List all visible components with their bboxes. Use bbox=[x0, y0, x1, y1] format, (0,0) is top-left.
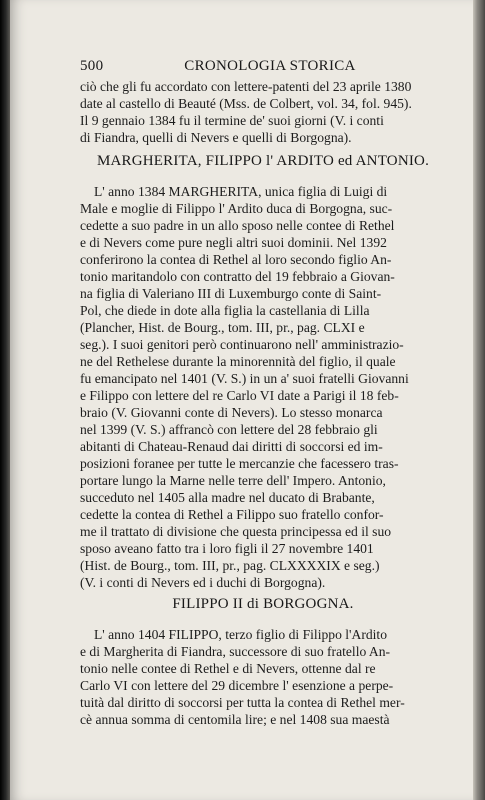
text-line: me il trattato di divisione che questa principessa ed il suo bbox=[80, 524, 392, 539]
text-line: braio (V. Giovanni conte di Nevers). Lo stesso monarca bbox=[80, 405, 383, 420]
running-title: CRONOLOGIA STORICA bbox=[184, 58, 356, 74]
text-line: (V. i conti di Nevers ed i duchi di Borgogna). bbox=[80, 575, 326, 590]
text-line: e di Margherita di Fiandra, successore di suo fratello An- bbox=[80, 644, 391, 659]
section-heading: MARGHERITA, FILIPPO l' ARDITO ed ANTONIO. bbox=[96, 153, 430, 169]
text-line: date al castello di Beauté (Mss. de Colbert, vol. 34, fol. 945). bbox=[80, 96, 412, 111]
text-line: nel 1399 (V. S.) affrancò con lettere del 28 febbraio gli bbox=[80, 422, 378, 437]
text-line: abitanti di Chateau-Renaud dai diritti di soccorsi ed im- bbox=[80, 439, 383, 454]
text-line: Male e moglie di Filippo l' Ardito duca di Borgogna, suc- bbox=[80, 201, 393, 216]
page-number: 500 bbox=[80, 58, 104, 74]
text-line: na figlia di Valeriano III di Luxemburgo conte di Saint- bbox=[80, 286, 382, 301]
text-line: fu emancipato nel 1401 (V. S.) in un a' suoi fratelli Giovanni bbox=[80, 371, 409, 386]
text-line: cedette a suo padre in un allo sposo nelle contee di Rethel bbox=[80, 218, 395, 233]
text-line: (Hist. de Bourg., tom. III, pr., pag. CLXXXXIX e seg.) bbox=[80, 558, 380, 573]
text-line: ciò che gli fu accordato con lettere-patenti del 23 aprile 1380 bbox=[80, 79, 412, 94]
text-line: conferirono la contea di Rethel al loro secondo figlio An- bbox=[80, 252, 392, 267]
text-line: tonio maritandolo con contratto del 19 febbraio a Giovan- bbox=[80, 269, 395, 284]
text-line: di Fiandra, quelli di Nevers e quelli di Borgogna). bbox=[80, 130, 352, 145]
text-line: cè annua somma di centomila lire; e nel 1408 sua maestà bbox=[80, 712, 390, 727]
text-line: portare lungo la Marne nelle terre dell' Impero. Antonio, bbox=[80, 473, 386, 488]
text-line: posizioni foranee per tutte le mercanzie che facessero tras- bbox=[80, 456, 399, 471]
text-line: (Plancher, Hist. de Bourg., tom. III, pr., pag. CLXI e bbox=[80, 320, 365, 335]
text-line: Il 9 gennaio 1384 fu il termine de' suoi giorni (V. i conti bbox=[80, 113, 384, 128]
text-line: seg.). I suoi genitori però continuarono nell' amministrazio- bbox=[80, 337, 404, 352]
text-line: sposo aveano fatto tra i loro figli il 27 novembre 1401 bbox=[80, 541, 374, 556]
text-line: succeduto nel 1405 alla madre nel ducato di Brabante, bbox=[80, 490, 375, 505]
text-line: Carlo VI con lettere del 29 dicembre l' esenzione a perpe- bbox=[80, 678, 394, 693]
text-line: e Filippo con lettere del re Carlo VI date a Parigi il 18 feb- bbox=[80, 388, 399, 403]
text-line: cedette la contea di Rethel a Filippo suo fratello confor- bbox=[80, 507, 384, 522]
text-line: Pol, che diede in dote alla figlia la castellania di Lilla bbox=[80, 303, 370, 318]
text-line: ne del Rethelese durante la minorennità del figlio, il quale bbox=[80, 354, 396, 369]
page-edge bbox=[473, 0, 485, 800]
book-gutter bbox=[0, 0, 10, 800]
text-line: e di Nevers come pure negli altri suoi dominii. Nel 1392 bbox=[80, 235, 387, 250]
text-line: L' anno 1384 MARGHERITA, unica figlia di Luigi di bbox=[94, 184, 388, 199]
text-line: tonio nelle contee di Rethel e di Nevers, ottenne dal re bbox=[80, 661, 376, 676]
text-line: tuità dal diritto di soccorsi per tutta la contea di Rethel mer- bbox=[80, 695, 405, 710]
text-line: L' anno 1404 FILIPPO, terzo figlio di Filippo l'Ardito bbox=[94, 627, 387, 642]
section-heading: FILIPPO II di BORGOGNA. bbox=[172, 596, 354, 612]
